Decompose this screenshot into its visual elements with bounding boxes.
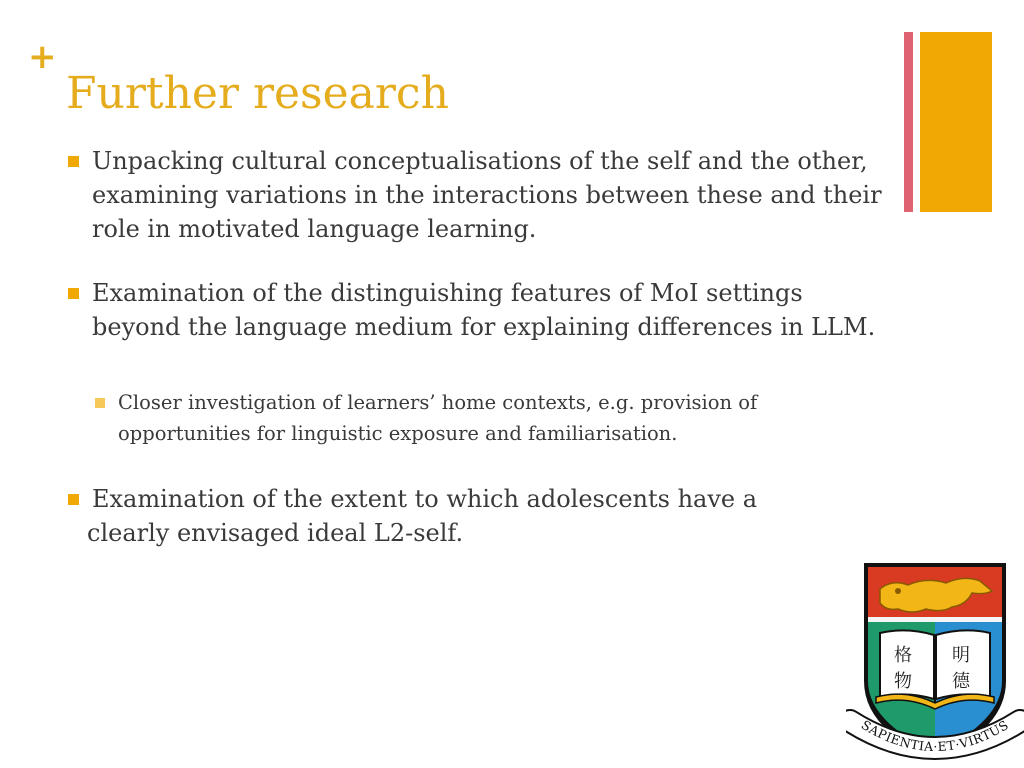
bullet-item-2 — [92, 276, 892, 344]
slide-title: Further research — [66, 68, 449, 119]
svg-text:物: 物 — [894, 671, 912, 692]
accent-bar-gold — [920, 32, 992, 212]
bullet-item-1 — [92, 144, 892, 246]
sub-bullet-square-icon — [95, 398, 105, 408]
bullet-text-line-1: Examination of the extent to which adolescents have a — [92, 485, 758, 513]
bullet-square-icon — [68, 288, 79, 299]
university-crest-logo — [846, 561, 1024, 763]
svg-text:明: 明 — [952, 645, 970, 666]
bullet-square-icon — [68, 494, 79, 505]
bullet-text: Unpacking cultural conceptualisations of the self and the other, examining variations in the interactions between these and their role in motivated language learning. — [92, 147, 882, 243]
bullet-item-3 — [87, 482, 892, 550]
sub-bullet-text: Closer investigation of learners’ home contexts, e.g. provision of opportunities for linguistic exposure and familiarisation. — [118, 391, 758, 445]
svg-text:德: 德 — [952, 671, 970, 692]
bullet-text: Examination of the distinguishing features of MoI settings beyond the language medium for explaining differences in LLM. — [92, 279, 876, 341]
sub-bullet-item — [118, 387, 888, 449]
svg-text:SAPIENTIA·ET·VIRTUS: SAPIENTIA·ET·VIRTUS — [858, 717, 1012, 755]
plus-mark: + — [28, 37, 57, 77]
accent-bar-red — [904, 32, 913, 212]
svg-text:格: 格 — [894, 645, 912, 666]
bullet-text-line-2: clearly envisaged ideal L2-self. — [87, 519, 464, 547]
bullet-square-icon — [68, 156, 79, 167]
